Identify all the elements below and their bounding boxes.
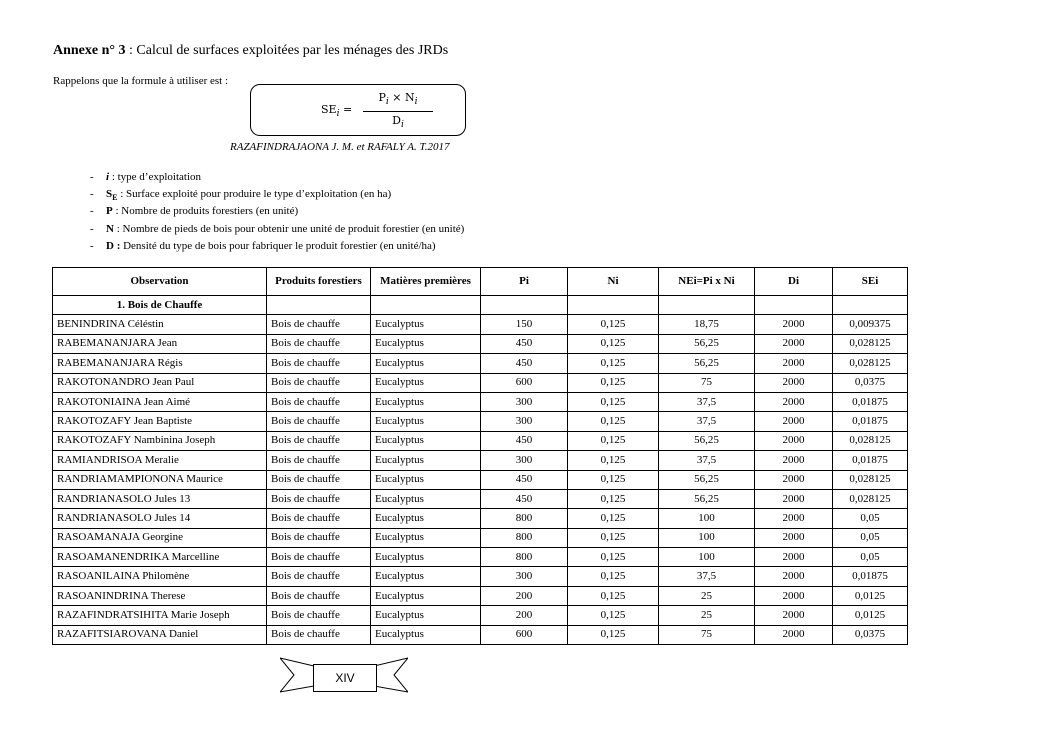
table-cell: RAKOTONIAINA Jean Aimé (53, 392, 267, 411)
table-cell: 300 (481, 412, 568, 431)
section-title: 1. Bois de Chauffe (53, 296, 267, 315)
table-cell: Bois de chauffe (267, 451, 371, 470)
table-cell: 18,75 (659, 315, 755, 334)
table-cell: 0,0375 (833, 373, 908, 392)
table-cell: 0,01875 (833, 392, 908, 411)
table-cell: 2000 (755, 354, 833, 373)
table-cell: 56,25 (659, 470, 755, 489)
table-cell: RABEMANANJARA Régis (53, 354, 267, 373)
column-header: Pi (481, 268, 568, 296)
table-cell: 0,0375 (833, 625, 908, 644)
table-cell: 0,125 (568, 412, 659, 431)
table-row (53, 412, 908, 431)
table-cell: 2000 (755, 528, 833, 547)
table-cell: 600 (481, 625, 568, 644)
table-cell: Bois de chauffe (267, 412, 371, 431)
citation: RAZAFINDRAJAONA J. M. et RAFALY A. T.2017 (230, 141, 450, 153)
table-cell: Bois de chauffe (267, 509, 371, 528)
table-cell: 25 (659, 586, 755, 605)
column-header: Di (755, 268, 833, 296)
table-row (53, 354, 908, 373)
table-cell: RAKOTONANDRO Jean Paul (53, 373, 267, 392)
table-cell: 0,125 (568, 392, 659, 411)
table-cell: 0,125 (568, 509, 659, 528)
table-cell: 0,0125 (833, 606, 908, 625)
table-cell: Bois de chauffe (267, 528, 371, 547)
table-cell: RASOAMANENDRIKA Marcelline (53, 548, 267, 567)
table-cell: 0,125 (568, 334, 659, 353)
table-row (53, 567, 908, 586)
table-cell: Bois de chauffe (267, 392, 371, 411)
column-header: Matières premières (371, 268, 481, 296)
column-header: Ni (568, 268, 659, 296)
table-cell: Eucalyptus (371, 470, 481, 489)
table-cell: Bois de chauffe (267, 625, 371, 644)
table-cell: 0,009375 (833, 315, 908, 334)
table-cell: 0,01875 (833, 451, 908, 470)
table-row (53, 509, 908, 528)
table-cell: 2000 (755, 334, 833, 353)
table-row (53, 586, 908, 605)
table-cell: 0,0125 (833, 586, 908, 605)
section-row (53, 296, 908, 315)
table-cell: 0,028125 (833, 431, 908, 450)
table-cell: Eucalyptus (371, 489, 481, 508)
table-cell: 100 (659, 548, 755, 567)
table-cell: 37,5 (659, 567, 755, 586)
table-row (53, 548, 908, 567)
table-cell: RASOANINDRINA Therese (53, 586, 267, 605)
table-cell: 75 (659, 373, 755, 392)
table-cell: BENINDRINA Céléstin (53, 315, 267, 334)
table-cell: Bois de chauffe (267, 315, 371, 334)
table-row (53, 451, 908, 470)
table-row (53, 431, 908, 450)
page-number: XIV (313, 664, 377, 692)
table-cell: 450 (481, 431, 568, 450)
table-cell: 800 (481, 528, 568, 547)
formula-lhs: $SE_i$ = (321, 103, 353, 120)
formula-fraction (363, 91, 433, 132)
table-cell: 2000 (755, 606, 833, 625)
table-cell: 0,125 (568, 586, 659, 605)
table-cell: 300 (481, 451, 568, 470)
table-row (53, 392, 908, 411)
table-cell: 0,01875 (833, 412, 908, 431)
table-cell: 37,5 (659, 392, 755, 411)
annex-title: : Calcul de surfaces exploitées par les ménages des JRDs (125, 43, 449, 58)
table-cell: Bois de chauffe (267, 489, 371, 508)
table-cell: RASOANILAINA Philomène (53, 567, 267, 586)
table-cell: 2000 (755, 431, 833, 450)
table-cell: 37,5 (659, 412, 755, 431)
table-cell: Bois de chauffe (267, 470, 371, 489)
table-cell: 300 (481, 392, 568, 411)
table-cell: 450 (481, 489, 568, 508)
formula-box (250, 84, 466, 136)
table-cell: Bois de chauffe (267, 354, 371, 373)
legend-item: - $S_E$ : Surface exploité pour produire le type d’exploitation (en ha) (90, 188, 392, 203)
table-cell: 0,125 (568, 625, 659, 644)
table-cell: 0,125 (568, 451, 659, 470)
table-cell: 0,05 (833, 528, 908, 547)
table-cell: 56,25 (659, 489, 755, 508)
formula-numerator: $P_i \times N_i$ (378, 91, 418, 108)
table-header-row (53, 268, 908, 296)
table-cell: Bois de chauffe (267, 567, 371, 586)
table-cell: RAZAFITSIAROVANA Daniel (53, 625, 267, 644)
table-cell: Eucalyptus (371, 451, 481, 470)
table-cell: 56,25 (659, 334, 755, 353)
table-cell: 37,5 (659, 451, 755, 470)
table-cell: 0,028125 (833, 334, 908, 353)
table-cell: Eucalyptus (371, 373, 481, 392)
table-cell: RANDRIANASOLO Jules 14 (53, 509, 267, 528)
table-cell: 2000 (755, 625, 833, 644)
table-cell: 200 (481, 606, 568, 625)
surfaces-table (52, 267, 908, 645)
table-cell: Eucalyptus (371, 354, 481, 373)
table-cell: 0,125 (568, 315, 659, 334)
table-cell: 2000 (755, 392, 833, 411)
annex-number: Annexe n° 3 (53, 43, 126, 58)
table-cell: 0,028125 (833, 489, 908, 508)
table-cell: 450 (481, 470, 568, 489)
column-header: Observation (53, 268, 267, 296)
table-cell: 0,05 (833, 509, 908, 528)
legend-item: - D : Densité du type de bois pour fabriquer le produit forestier (en unité/ha) (90, 239, 436, 252)
table-cell: 2000 (755, 586, 833, 605)
table-cell: Eucalyptus (371, 392, 481, 411)
table-row (53, 625, 908, 644)
table-cell: 100 (659, 509, 755, 528)
table-cell: 56,25 (659, 354, 755, 373)
column-header: SEi (833, 268, 908, 296)
legend-item: - i : type d’exploitation (90, 171, 202, 183)
table-cell: 56,25 (659, 431, 755, 450)
table-cell: 0,125 (568, 548, 659, 567)
table-cell: Bois de chauffe (267, 334, 371, 353)
table-cell: Eucalyptus (371, 412, 481, 431)
column-header: NEi=Pi x Ni (659, 268, 755, 296)
table-cell: 0,125 (568, 567, 659, 586)
legend-item: - N : Nombre de pieds de bois pour obtenir une unité de produit forestier (en unité) (90, 222, 465, 235)
table-cell: RAKOTOZAFY Jean Baptiste (53, 412, 267, 431)
table-cell: 2000 (755, 509, 833, 528)
table-cell: 2000 (755, 567, 833, 586)
table-cell: 0,125 (568, 470, 659, 489)
table-cell: 0,125 (568, 489, 659, 508)
table-cell: 800 (481, 548, 568, 567)
table-row (53, 606, 908, 625)
table-cell: 25 (659, 606, 755, 625)
table-cell: Eucalyptus (371, 315, 481, 334)
page-title (53, 43, 448, 59)
table-cell: Eucalyptus (371, 567, 481, 586)
table-cell: 75 (659, 625, 755, 644)
table-cell: Eucalyptus (371, 431, 481, 450)
table-cell: 200 (481, 586, 568, 605)
table-cell: Eucalyptus (371, 625, 481, 644)
table-row (53, 315, 908, 334)
fraction-bar (363, 111, 433, 112)
table-cell: 2000 (755, 451, 833, 470)
table-cell: Eucalyptus (371, 334, 481, 353)
table-cell: Eucalyptus (371, 528, 481, 547)
table-cell: Bois de chauffe (267, 431, 371, 450)
table-cell: Bois de chauffe (267, 373, 371, 392)
variable-legend (90, 169, 464, 255)
table-cell: 2000 (755, 412, 833, 431)
table-row (53, 334, 908, 353)
table-cell: Bois de chauffe (267, 606, 371, 625)
table-row (53, 528, 908, 547)
table-cell: RAZAFINDRATSIHITA Marie Joseph (53, 606, 267, 625)
table-cell: 100 (659, 528, 755, 547)
table-cell: 450 (481, 334, 568, 353)
table-cell: 0,028125 (833, 470, 908, 489)
table-cell: 0,01875 (833, 567, 908, 586)
table-cell: Eucalyptus (371, 548, 481, 567)
table-cell: 0,05 (833, 548, 908, 567)
table-cell: 450 (481, 354, 568, 373)
table-cell: 2000 (755, 489, 833, 508)
table-cell: 2000 (755, 373, 833, 392)
table-cell: RAKOTOZAFY Nambinina Joseph (53, 431, 267, 450)
table-cell: 0,028125 (833, 354, 908, 373)
table-cell: 2000 (755, 470, 833, 489)
table-cell: 0,125 (568, 354, 659, 373)
table-row (53, 373, 908, 392)
table-cell: RANDRIANASOLO Jules 13 (53, 489, 267, 508)
formula-intro: Rappelons que la formule à utiliser est : (53, 75, 229, 87)
table-cell: 0,125 (568, 431, 659, 450)
table-row (53, 489, 908, 508)
table-cell: RASOAMANAJA Georgine (53, 528, 267, 547)
table-cell: RANDRIAMAMPIONONA Maurice (53, 470, 267, 489)
table-cell: Eucalyptus (371, 586, 481, 605)
table-cell: RAMIANDRISOA Meralie (53, 451, 267, 470)
table-cell: Eucalyptus (371, 509, 481, 528)
table-cell: 0,125 (568, 373, 659, 392)
table-cell: Eucalyptus (371, 606, 481, 625)
table-cell: 2000 (755, 315, 833, 334)
table-cell: Bois de chauffe (267, 586, 371, 605)
table-cell: 0,125 (568, 528, 659, 547)
table-cell: 150 (481, 315, 568, 334)
formula-denominator: $D_i$ (392, 114, 404, 131)
table-cell: Bois de chauffe (267, 548, 371, 567)
table-cell: 300 (481, 567, 568, 586)
table-cell: 2000 (755, 548, 833, 567)
column-header: Produits forestiers (267, 268, 371, 296)
table-cell: 0,125 (568, 606, 659, 625)
table-cell: 600 (481, 373, 568, 392)
table-cell: RABEMANANJARA Jean (53, 334, 267, 353)
legend-item: - P : Nombre de produits forestiers (en unité) (90, 205, 299, 218)
table-cell: 800 (481, 509, 568, 528)
table-row (53, 470, 908, 489)
